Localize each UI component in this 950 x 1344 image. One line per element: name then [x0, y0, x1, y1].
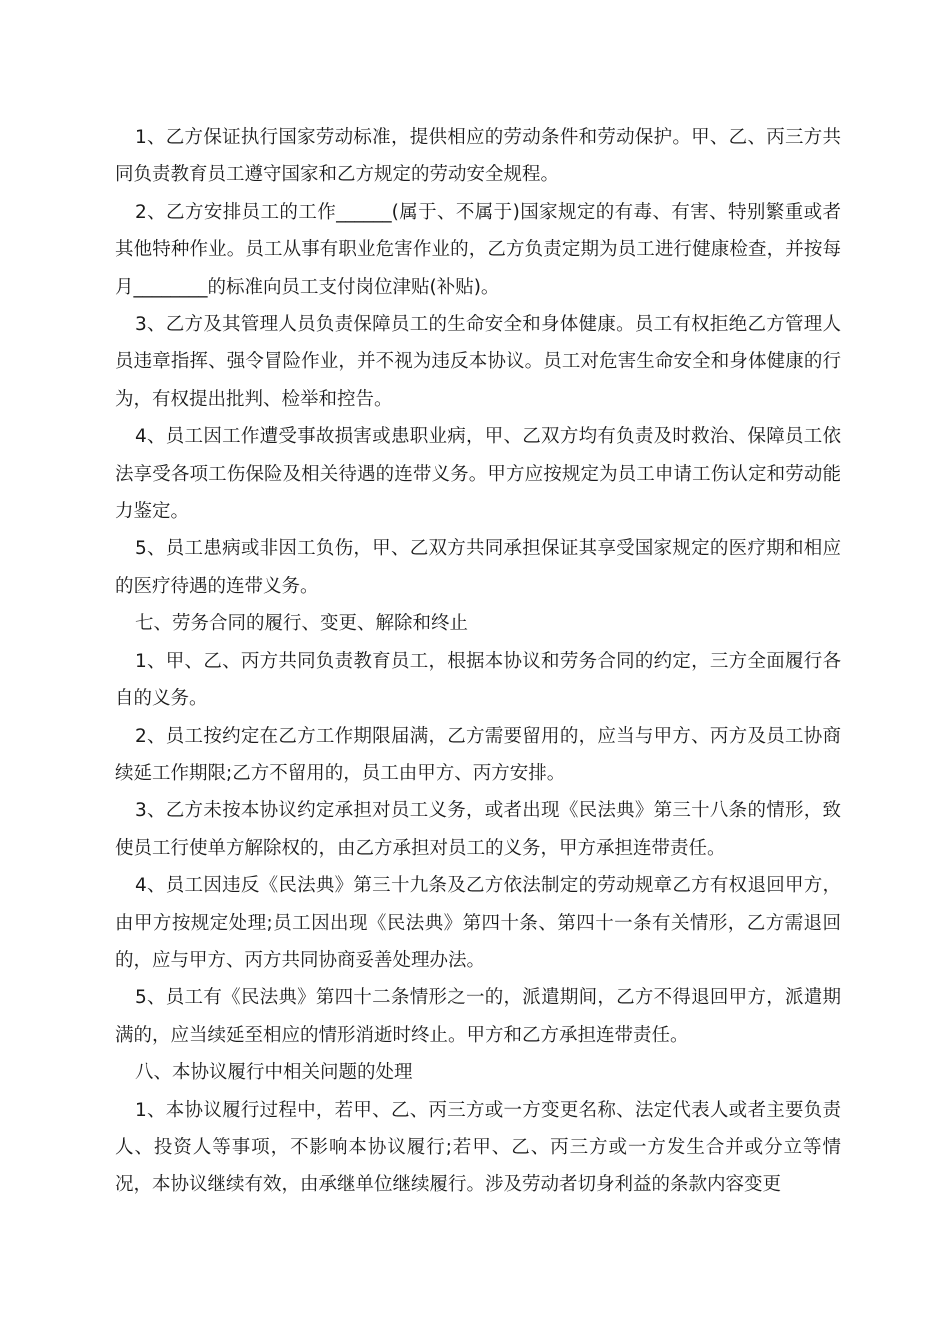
document-body: [115, 119, 841, 1204]
clause-8-1: 1、本协议履行过程中，若甲、乙、丙三方或一方变更名称、法定代表人或者主要负责人、投资人等事项，不影响本协议履行;若甲、乙、丙三方或一方发生合并或分立等情况，本协议继续有效，由承继单位继续履行。涉及劳动者切身利益的条款内容变更: [115, 1099, 841, 1196]
section-heading-7: 七、劳务合同的履行、变更、解除和终止: [135, 613, 469, 635]
section-heading-8: 八、本协议履行中相关问题的处理: [135, 1062, 413, 1084]
clause-6-1: 1、乙方保证执行国家劳动标准，提供相应的劳动条件和劳动保护。甲、乙、丙三方共同负责教育员工遵守国家和乙方规定的劳动安全规程。: [115, 127, 841, 186]
clause-7-2: 2、员工按约定在乙方工作期限届满，乙方需要留用的，应当与甲方、丙方及员工协商续延工作期限;乙方不留用的，员工由甲方、丙方安排。: [115, 725, 841, 784]
clause-7-4: 4、员工因违反《民法典》第三十九条及乙方依法制定的劳动规章乙方有权退回甲方，由甲方按规定处理;员工因出现《民法典》第四十条、第四十一条有关情形，乙方需退回的，应与甲方、丙方共同协商妥善处理办法。: [115, 875, 841, 971]
clause-6-2: 2、乙方安排员工的工作______(属于、不属于)国家规定的有毒、有害、特别繁重或者其他特种作业。员工从事有职业危害作业的，乙方负责定期为员工进行健康检查，并按每月________的标准向员工支付岗位津贴(补贴)。: [115, 201, 841, 298]
clause-6-3: 3、乙方及其管理人员负责保障员工的生命安全和身体健康。员工有权拒绝乙方管理人员违章指挥、强令冒险作业，并不视为违反本协议。员工对危害生命安全和身体健康的行为，有权提出批判、检举和控告。: [115, 314, 841, 410]
clause-7-5: 5、员工有《民法典》第四十二条情形之一的，派遣期间，乙方不得退回甲方，派遣期满的，应当续延至相应的情形消逝时终止。甲方和乙方承担连带责任。: [115, 987, 841, 1046]
clause-6-5: 5、员工患病或非因工负伤，甲、乙双方共同承担保证其享受国家规定的医疗期和相应的医疗待遇的连带义务。: [115, 538, 841, 597]
clause-6-4: 4、员工因工作遭受事故损害或患职业病，甲、乙双方均有负责及时救治、保障员工依法享受各项工伤保险及相关待遇的连带义务。甲方应按规定为员工申请工伤认定和劳动能力鉴定。: [115, 426, 841, 523]
clause-7-1: 1、甲、乙、丙方共同负责教育员工，根据本协议和劳务合同的约定，三方全面履行各自的义务。: [115, 650, 841, 710]
clause-7-3: 3、乙方未按本协议约定承担对员工义务，或者出现《民法典》第三十八条的情形，致使员工行使单方解除权的，由乙方承担对员工的义务，甲方承担连带责任。: [115, 800, 841, 859]
